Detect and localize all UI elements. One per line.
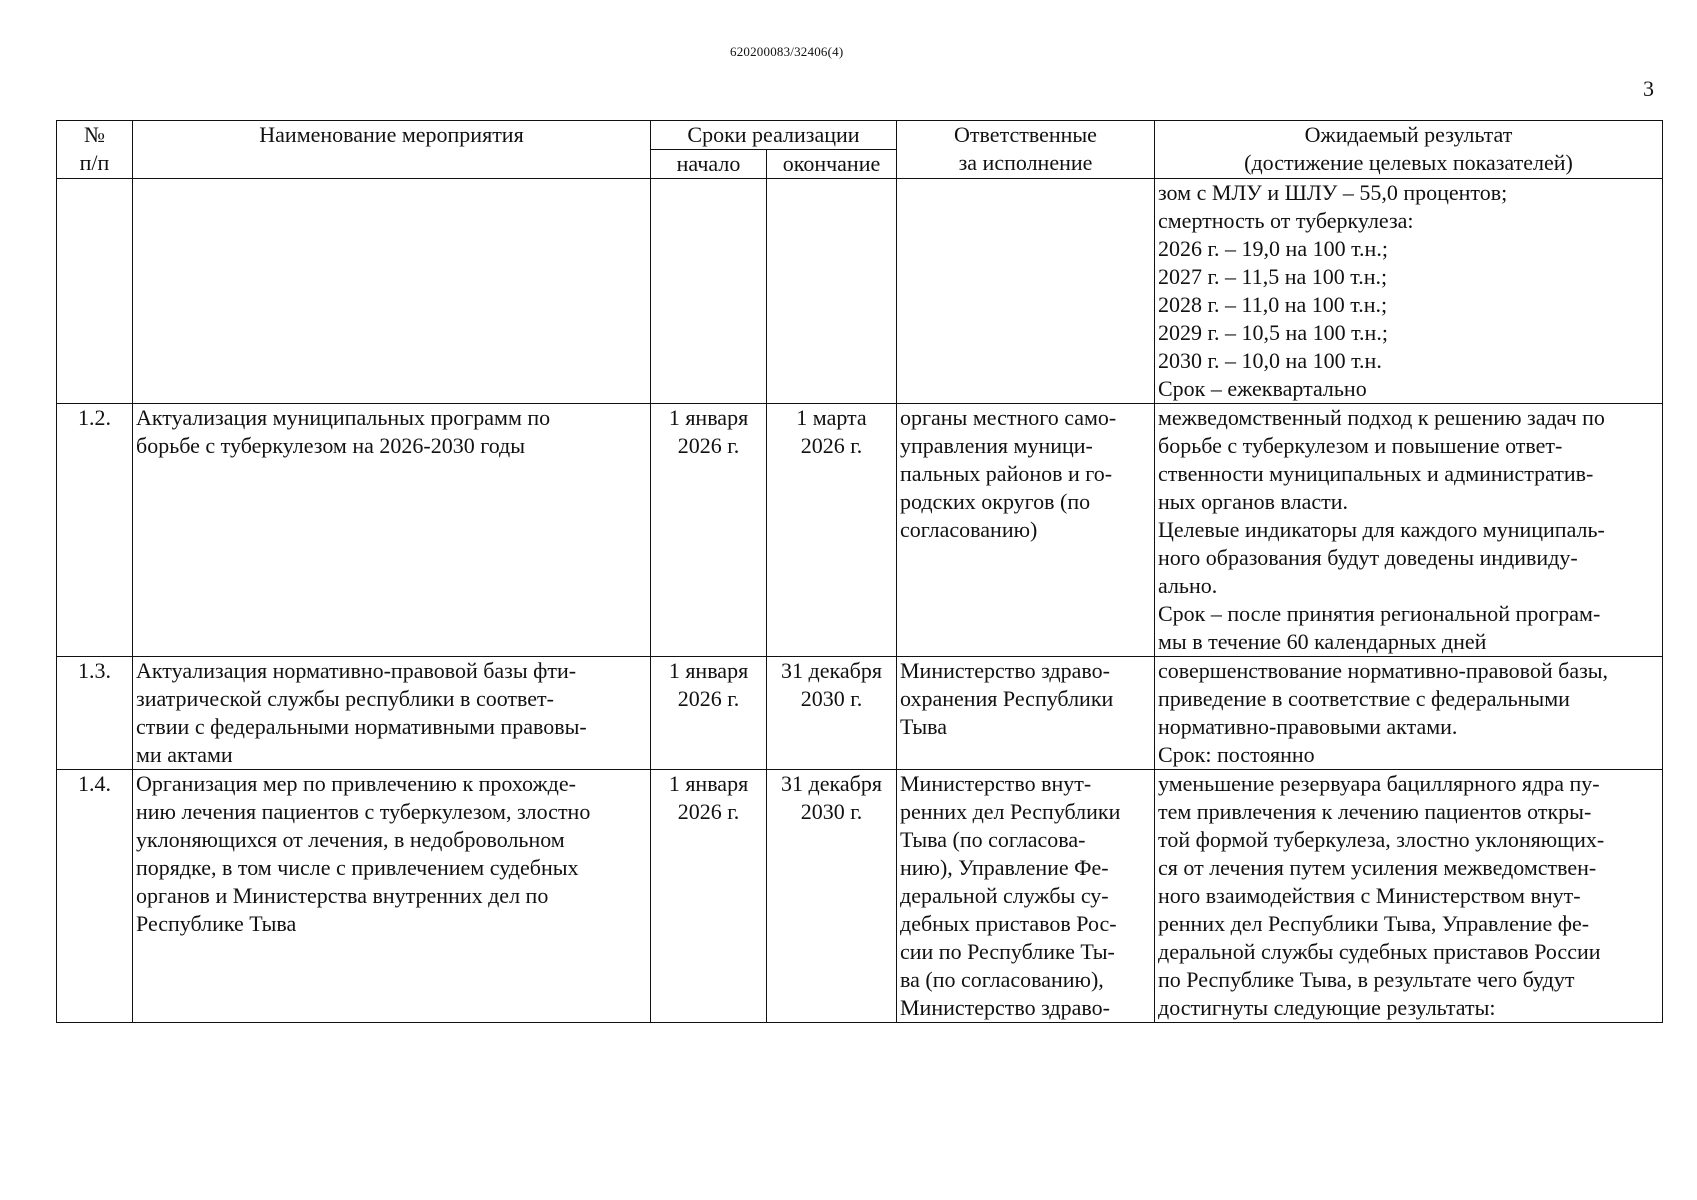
result-line: межведомственный подход к решению задач по bbox=[1158, 405, 1605, 430]
column-header-name: Наименование мероприятия bbox=[133, 121, 651, 179]
cell-result bbox=[1155, 770, 1663, 1023]
result-line: борьбе с туберкулезом и повышение ответ- bbox=[1158, 433, 1563, 458]
result-line: Срок – ежеквартально bbox=[1158, 376, 1367, 401]
responsible-line: охранения Республики bbox=[900, 686, 1114, 711]
result-line: 2027 г. – 11,5 на 100 т.н.; bbox=[1158, 264, 1388, 289]
column-header-responsible-line2: за исполнение bbox=[958, 150, 1093, 175]
cell-end bbox=[767, 404, 897, 657]
end-line: 2030 г. bbox=[800, 799, 863, 824]
end-line: 2026 г. bbox=[800, 433, 863, 458]
responsible-line: согласованию) bbox=[900, 517, 1038, 542]
result-line: достигнуты следующие результаты: bbox=[1158, 995, 1496, 1020]
result-line: ных органов власти. bbox=[1158, 489, 1348, 514]
page-number: 3 bbox=[1643, 76, 1654, 101]
result-line: ально. bbox=[1158, 573, 1218, 598]
responsible-line: Министерство внут- bbox=[900, 771, 1092, 796]
column-header-start: начало bbox=[651, 150, 767, 179]
result-line: приведение в соответствие с федеральными bbox=[1158, 686, 1570, 711]
name-line: порядке, в том числе с привлечением судебных bbox=[136, 855, 579, 880]
result-line: зом с МЛУ и ШЛУ – 55,0 процентов; bbox=[1158, 180, 1508, 205]
cell-end bbox=[767, 770, 897, 1023]
start-line: 2026 г. bbox=[677, 799, 740, 824]
cell-number: 1.3. bbox=[57, 657, 133, 770]
responsible-line: нию), Управление Фе- bbox=[900, 855, 1109, 880]
cell-start bbox=[651, 179, 767, 404]
result-line: 2028 г. – 11,0 на 100 т.н.; bbox=[1158, 292, 1388, 317]
cell-name bbox=[133, 179, 651, 404]
cell-responsible bbox=[897, 404, 1155, 657]
responsible-line: ренних дел Республики bbox=[900, 799, 1121, 824]
cell-start bbox=[651, 770, 767, 1023]
start-line: 1 января bbox=[668, 405, 749, 430]
column-header-end: окончание bbox=[767, 150, 897, 179]
table-row-continuation bbox=[57, 179, 1663, 404]
result-line: совершенствование нормативно-правовой базы, bbox=[1158, 658, 1609, 683]
column-header-responsible bbox=[897, 121, 1155, 179]
result-line: тем привлечения к лечению пациентов откры- bbox=[1158, 799, 1592, 824]
cell-start bbox=[651, 404, 767, 657]
column-header-number-line2: п/п bbox=[79, 150, 110, 175]
cell-result bbox=[1155, 657, 1663, 770]
table-row bbox=[57, 657, 1663, 770]
cell-number: 1.4. bbox=[57, 770, 133, 1023]
column-header-result-line2: (достижение целевых показателей) bbox=[1244, 150, 1573, 175]
cell-result bbox=[1155, 404, 1663, 657]
start-line: 1 января bbox=[668, 658, 749, 683]
document-code: 620200083/32406(4) bbox=[730, 44, 844, 59]
responsible-line: дебных приставов Рос- bbox=[900, 911, 1117, 936]
table-row bbox=[57, 770, 1663, 1023]
responsible-line: органы местного само- bbox=[900, 405, 1117, 430]
name-line: борьбе с туберкулезом на 2026-2030 годы bbox=[136, 433, 526, 458]
start-line: 2026 г. bbox=[677, 686, 740, 711]
column-header-number bbox=[57, 121, 133, 179]
name-line: зиатрической службы республики в соответ- bbox=[136, 686, 554, 711]
responsible-line: Министерство здраво- bbox=[900, 658, 1110, 683]
name-line: нию лечения пациентов с туберкулезом, злостно bbox=[136, 799, 591, 824]
result-line: 2029 г. – 10,5 на 100 т.н.; bbox=[1158, 320, 1388, 345]
cell-result bbox=[1155, 179, 1663, 404]
start-line: 1 января bbox=[668, 771, 749, 796]
end-line: 31 декабря bbox=[781, 658, 882, 683]
responsible-line: деральной службы су- bbox=[900, 883, 1109, 908]
name-line: Актуализация муниципальных программ по bbox=[136, 405, 551, 430]
responsible-line: ва (по согласованию), bbox=[900, 967, 1104, 992]
name-line: органов и Министерства внутренних дел по bbox=[136, 883, 549, 908]
table-row bbox=[57, 404, 1663, 657]
start-line: 2026 г. bbox=[677, 433, 740, 458]
column-header-number-line1: № bbox=[84, 122, 105, 147]
name-line: ствии с федеральными нормативными правовы- bbox=[136, 714, 587, 739]
result-line: 2026 г. – 19,0 на 100 т.н.; bbox=[1158, 236, 1388, 261]
name-line: ми актами bbox=[136, 742, 233, 767]
result-line: той формой туберкулеза, злостно уклоняющих- bbox=[1158, 827, 1605, 852]
name-line: уклоняющихся от лечения, в недобровольном bbox=[136, 827, 565, 852]
responsible-line: Министерство здраво- bbox=[900, 995, 1110, 1020]
result-line: смертность от туберкулеза: bbox=[1158, 208, 1414, 233]
result-line: ся от лечения путем усиления межведомствен- bbox=[1158, 855, 1597, 880]
end-line: 31 декабря bbox=[781, 771, 882, 796]
column-header-result bbox=[1155, 121, 1663, 179]
cell-number bbox=[57, 179, 133, 404]
responsible-line: пальных районов и го- bbox=[900, 461, 1113, 486]
responsible-line: родских округов (по bbox=[900, 489, 1091, 514]
name-line: Актуализация нормативно-правовой базы фти- bbox=[136, 658, 577, 683]
cell-name bbox=[133, 770, 651, 1023]
result-line: ного образования будут доведены индивиду- bbox=[1158, 545, 1578, 570]
cell-number: 1.2. bbox=[57, 404, 133, 657]
cell-responsible bbox=[897, 770, 1155, 1023]
end-line: 2030 г. bbox=[800, 686, 863, 711]
activities-table bbox=[56, 120, 1663, 1023]
responsible-line: сии по Республике Ты- bbox=[900, 939, 1115, 964]
cell-start bbox=[651, 657, 767, 770]
column-header-responsible-line1: Ответственные bbox=[954, 122, 1097, 147]
table-header bbox=[57, 121, 1663, 179]
result-line: Целевые индикаторы для каждого муниципаль- bbox=[1158, 517, 1605, 542]
result-line: Срок – после принятия региональной програм- bbox=[1158, 601, 1601, 626]
cell-end bbox=[767, 657, 897, 770]
name-line: Организация мер по привлечению к прохожде- bbox=[136, 771, 576, 796]
end-line: 1 марта bbox=[796, 405, 867, 430]
column-header-result-line1: Ожидаемый результат bbox=[1304, 122, 1513, 147]
responsible-line: Тыва bbox=[900, 714, 947, 739]
cell-name bbox=[133, 404, 651, 657]
responsible-line: управления муници- bbox=[900, 433, 1093, 458]
cell-name bbox=[133, 657, 651, 770]
cell-responsible bbox=[897, 657, 1155, 770]
result-line: уменьшение резервуара бациллярного ядра пу- bbox=[1158, 771, 1600, 796]
result-line: 2030 г. – 10,0 на 100 т.н. bbox=[1158, 348, 1382, 373]
result-line: мы в течение 60 календарных дней bbox=[1158, 629, 1487, 654]
cell-end bbox=[767, 179, 897, 404]
result-line: ственности муниципальных и административ- bbox=[1158, 461, 1594, 486]
column-header-dates: Сроки реализации bbox=[651, 121, 897, 150]
cell-responsible bbox=[897, 179, 1155, 404]
name-line: Республике Тыва bbox=[136, 911, 297, 936]
result-line: нормативно-правовыми актами. bbox=[1158, 714, 1458, 739]
result-line: Срок: постоянно bbox=[1158, 742, 1315, 767]
result-line: деральной службы судебных приставов России bbox=[1158, 939, 1601, 964]
result-line: по Республике Тыва, в результате чего будут bbox=[1158, 967, 1575, 992]
responsible-line: Тыва (по согласова- bbox=[900, 827, 1086, 852]
result-line: ренних дел Республики Тыва, Управление фе- bbox=[1158, 911, 1590, 936]
result-line: ного взаимодействия с Министерством внут- bbox=[1158, 883, 1581, 908]
